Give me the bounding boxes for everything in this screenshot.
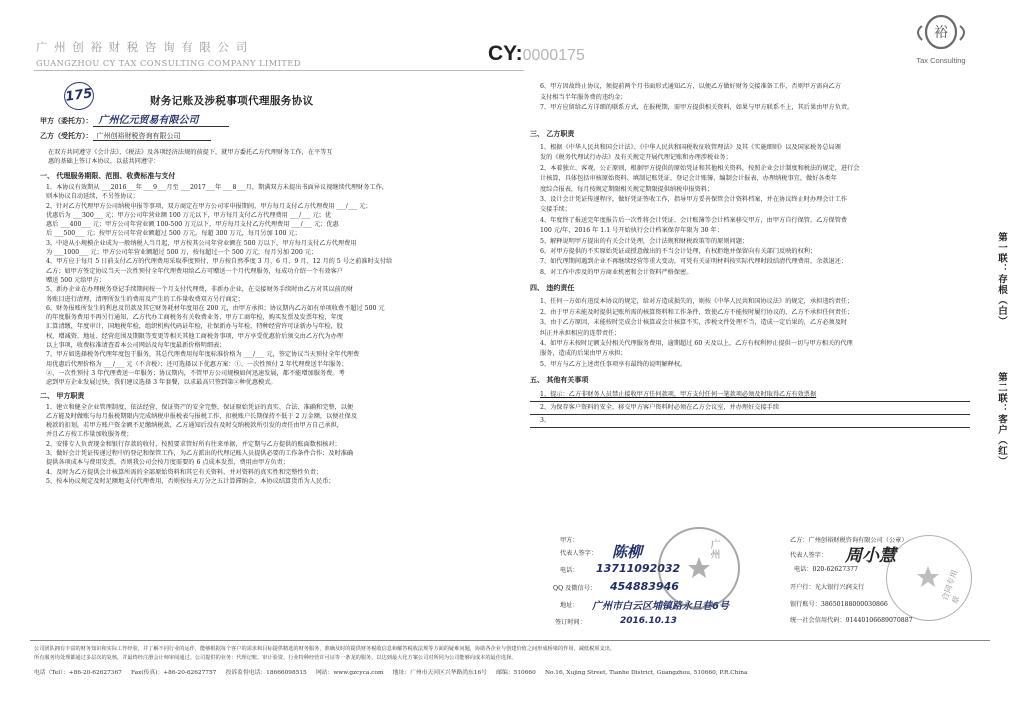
text-line: 1、建立和健全企业管理制度，依法经营，保证资产的安全完整，保证原始凭证的真实、合法、准确和完整，以便: [46, 403, 354, 411]
text-line: 6、对甲方提供的不实原始凭证或授意做出的不当会计处理，有权拒绝并保留向有关部门反映的权利；: [540, 248, 817, 256]
text-line: 2、安排专人负责现金和银行存款的收付，按照要求管好所有往来单据，并定期与乙方提供的账面数相核对；: [46, 440, 341, 448]
text-line: 虑到甲方企业发展过快，我们建议选择 3 年套餐，以求最高只签到第②种优惠模式。: [46, 379, 277, 387]
footer-line-1: 公司团队拥有丰富的财务知识和实际工作经验，并了解不同行业的运作，能够根据每个客户的需求和目标提供精选的财务服务，准确及时的提供财务税收信息和解答税收法规等方面的疑难问题，协助各企业与创建价值之间形成桥梁的作用，减低税项支出，: [34, 646, 616, 652]
footer-tel: 电话（Tel）：+86-20-62627367: [34, 670, 122, 676]
party-b-line: [40, 132, 211, 142]
party-a-name: 广州亿元贸易有限公司: [93, 115, 229, 127]
text-line: 6、甲方因故终止协议，须提前两个月书面形式通知乙方，以便乙方做好财务交接准备工作，否则甲方需向乙方: [540, 83, 841, 90]
footer-address-en: No.16, Xujing Street, Tianhe District, Guangzhou, 510660, P.R.China: [544, 670, 748, 676]
text-line: 1、提示：乙方非财务人员禁止接收甲方任何款项，甲方支付任何一笔款项必须及时取得乙方有效票据: [530, 389, 970, 402]
text-line: 赠送 500 元给甲方；: [46, 276, 106, 284]
text-line: 为 ___1000___ 元；甲方公司年营业额超过 500 万，按每超过一个 500 万元，每月另加 200 元；: [46, 249, 318, 257]
document-title: 财务记账及涉税事项代理服务协议: [150, 95, 314, 107]
text-line: 6、财务报账所发生的利息及罚款及其它财务耗材年度用在 200 元，由甲方承担；协议期内乙方如有单项收费不超过 500 元: [46, 304, 385, 312]
text-line: 3、由于乙方原因，未能按时完成会计核算或会计核算不实，涉税文件处理不当，造成一定后果的，乙方必须及时: [540, 319, 848, 327]
text-line: 惠后 ___400___ 元；甲方公司年营业额 100-500 万元以下，甲方每月支付乙方代理费用 ___/___ 元；优惠: [46, 221, 339, 229]
text-line: 后 ___500___ 元；按甲方公司年营业额超过 500 万元，每超 300 万元，每月另加 100 元；: [46, 230, 301, 238]
text-line: 2、为保存客户资料的安全，移交甲方客户资料时必须在乙方会议室，并办理好交接手续: [530, 402, 970, 415]
text-line: 以上事项，收费标准请查看本公司网站及每年度最新价格明细表；: [46, 342, 226, 350]
text-line: 5、新办企业在办理税务登记手续期间按一个月支付代理费，非新办企业，在交接财务手续时由乙方对其以前的财: [46, 286, 354, 294]
footer-postcode: 邮编：510660: [496, 670, 536, 676]
party-a-sign-label: 甲方：: [560, 537, 579, 544]
side-label-copy1: 第一联：存根（白）: [996, 232, 1007, 327]
text-line: 计核算，具体包括审核原始资料、填制记账凭证、登记会计账簿、编制会计报表，办理纳税事宜，做好各类年: [540, 175, 837, 183]
party-a-company-stamp: [658, 527, 740, 609]
text-line: 支付相当半年服务费的违约金；: [540, 93, 627, 101]
text-line: 乙方能及时做账与每月报税期限内完成纳税申报税表与报税工作，扣税账户长期保持不低于 2 万金额，以便社保及: [46, 412, 358, 420]
text-line: 4、甲方应于每月 5 日前支付乙方的代理费用采取季度预付，甲方按自然季度 3 月、6 月、9 月、12 月的 5 号之前准时支付给: [46, 258, 393, 266]
party-b-bank: 开户行：光大银行兴润支行: [790, 584, 865, 591]
text-line: 7、如代理期间遇到企业不再继续经营等重大变动，可凭有关证明材料按实际代理时段结清代理费用，余款退还；: [540, 258, 848, 266]
text-line: ②、一次性预付 3 年代理费送一年服务；协议期内，不管甲方公司规模如何迅速发展，都不能增加服务费。考: [46, 369, 345, 377]
control-code-prefix: CY:: [488, 42, 523, 65]
text-line: 5、解释说明甲方提出的有关会计处理，会计法规和财税政策等的原则问题；: [540, 237, 749, 245]
party-a-stamp-text: 广州: [708, 539, 719, 559]
text-line: 1、任何一方如有违反本协议的规定，给对方造成损失的，则按《中华人民共和国协议法》的规定，承担违约责任；: [540, 298, 854, 306]
intro-paragraph: [48, 149, 518, 166]
footer-line-2: 所有服务均处理都通过多层次的复核，并最终经注册会计师审阅通过。公司提供的业务：代理记账、审计验资、行业特种经营许可证等一条龙的服务，以达到最大化方案公司对所同为公司能够向成本的最佳选择。: [34, 655, 517, 661]
party-a-line: [40, 117, 229, 127]
party-a-phone-label: 电话：: [560, 567, 579, 574]
text-line: 乙方；如甲方签定协议当天一次性预付全年代理费用给乙方可赠送一个月代理服务，每成功介绍一个有效客户: [46, 267, 343, 275]
section-heading: 四、 违约责任: [530, 283, 575, 293]
party-b-sign-label: 乙方：广州创裕财税咨询有限公司（公章）: [790, 537, 908, 544]
text-line: 发的《税务代理试行办法》及有关规定开展代理记账和办理涉税业务；: [540, 154, 732, 162]
text-line: 4、及时为乙方提供会计核算所需的全部原始资料和其它有关资料，并对资料的真实性和完整性负责；: [46, 468, 323, 476]
text-line: 提供各项成本与费用发票，否则我公司会按月度需要的 6 点成本发票，费用由甲方负责；: [46, 459, 289, 467]
text-line: 税款的扣划。若甲方账户资金额不足缴纳税款，乙方通知后没有及时交纳税款所引发的责任由甲方自己承担，: [46, 422, 343, 430]
text-line: 度综合报表，每月按规定期限相关规定期限提供纳税申报资料；: [540, 185, 714, 193]
party-b-account: 银行账号：38650188000030866: [790, 601, 888, 608]
text-line: 优惠后为 ___300___ 元；甲方公司年营业额 100 万元以下，甲方每月支付乙方代理费用 ___/___ 元；优: [46, 211, 332, 219]
party-b-stamp-text: 合同专用章: [940, 568, 962, 606]
sign-date-label: 签订时间：: [555, 619, 586, 626]
party-a-address: 广州市白云区埔镇路永旦巷6号: [592, 601, 729, 612]
text-line: 3、中途从小规模企业成为一般纳税人当月起，甲方按其公司年营业额在 500 万以下，甲方每月支付乙方代理费用: [46, 239, 357, 247]
party-a-qq-label: QQ 及微信号：: [553, 585, 597, 592]
party-b-credit-code: 统一社会信用代码：91440106689070887: [790, 617, 913, 624]
text-line: 并且乙方按工作量加收服务费；: [46, 431, 133, 439]
party-a-label: 甲方（委托方）：: [40, 116, 93, 125]
text-line: 5、按本协议规定及时足额地支付代理费用，否则按每天万分之五计算滞纳金，本协议结算货币为人民币；: [46, 477, 335, 485]
text-line: 汇算清缴，年度审计，国地税年检，组织机构代码证年检，社保新办与年检，特种经营许可证新办与年检，股: [46, 323, 343, 331]
text-line: 纠正并承担相应的连带责任；: [540, 329, 621, 337]
party-b-label: 乙方（受托方）：: [40, 131, 93, 140]
footer-fax: Fax(传真)：+86-20-62627757: [131, 670, 217, 676]
footer-contacts: [34, 667, 747, 676]
text-line: 3、设计会计凭证传递程序，做好凭证签收工作，指导甲方妥善保管会计资料档案，并在协议终止时办理会计工作: [540, 196, 848, 204]
handwritten-number: 175: [64, 86, 94, 105]
text-line: 惠的基础上签订本协议，以兹共同遵守：: [48, 157, 160, 165]
right-top-clauses: [540, 82, 980, 114]
party-a-rep-signature: 陈柳: [612, 543, 643, 561]
section-heading: 二、 甲方职责: [40, 390, 85, 400]
party-b-name: 广州创裕财税咨询有限公司: [93, 132, 211, 141]
header-company-en: GUANGZHOU CY TAX CONSULTING COMPANY LIMITED: [36, 58, 301, 68]
footer-address-cn: 地址：广州市天河区兴华路尚东16号: [392, 670, 488, 676]
party-a-phone: 13711092032: [596, 562, 681, 575]
control-code-number: 0000175: [522, 47, 585, 64]
text-line: 5、甲方与乙方上述责任事项享有最终的说明解释权。: [540, 360, 687, 368]
text-line: 1、本协议有效期从 ___2016___年 ___9___月至 ___2017___年 ___8___月，期满双方未提出书面异议视继续代理财务工作，: [46, 184, 388, 191]
text-line: 在双方共同遵守《会计法》、《税法》及各项经济法规的前提下，就甲方委托乙方代理财务工作，在平等互: [48, 149, 333, 156]
section-heading: 五、 其他有关事项: [530, 375, 589, 385]
text-line: 的年度服务费用不再另行通知，乙方代办工商税务有关收费业务，甲方工商年检，购买发票及发票年检，年度: [46, 314, 343, 322]
right-column: [530, 124, 980, 428]
control-code: [488, 42, 585, 66]
text-line: 100 元/年，2016 年 1.1 号开始执行会计档案保存年限为 30 年；: [540, 227, 723, 235]
text-line: 7、甲方应留给乙方详细的联系方式，在报税期，需甲方提供相关资料，如果与甲方联系不上，其后果由甲方负责。: [540, 104, 854, 112]
footer-complaint: 投诉监督电话：18666098515: [225, 670, 307, 676]
header-company-cn: 广 州 创 裕 财 税 咨 询 有 限 公 司: [36, 40, 249, 54]
party-b-contract-stamp: [886, 535, 972, 621]
text-line: 3、: [530, 415, 970, 428]
text-line: 3、做好会计凭证传递过程中的登记和保管工作，为乙方派出的代理记账人员提供必要的工作条件合作；及时准确: [46, 450, 354, 458]
text-line: 用优惠后代理价格为 ___/___ 元（不含税）；还可选择以下优惠方案：①、一次性预付 2 年代理费送半年服务；: [46, 360, 348, 368]
text-line: 4、如甲方未按时足额支付相关代理服务费用，逾期超过 60 天及以上，乙方有权利停止提供一切与甲方相关的代理: [540, 339, 853, 347]
company-logo: [910, 12, 972, 65]
logo-text: Tax Consulting: [916, 56, 966, 65]
party-b-rep-signature: 周小慧: [845, 546, 896, 566]
party-a-rep-label: 代表人签字：: [560, 550, 598, 557]
text-line: 权，增减资、地址、经营范围及期限等变更等相关其他工商税务事项，甲方享受优惠价后须交由乙方代为办理: [46, 332, 343, 340]
footer-website: 网站：www.gzcyca.com: [315, 670, 384, 676]
text-line: 7、甲方如选择税务代理年度包干服务，其总代理费用每年度标准价格为 ___/___ 元，签定协议当天预付全年代理费: [46, 351, 360, 359]
left-column: [40, 168, 520, 486]
party-a-qq: 454883946: [610, 580, 679, 593]
text-line: 2、针对乙方代理甲方公司纳税申报等事项，双方商定在甲方公司零申报期间，甲方每月支付乙方代理费用 ___/___ 元；: [46, 202, 372, 210]
logo-glyph: 裕: [934, 25, 948, 41]
sign-date: 2016.10.13: [620, 616, 677, 626]
footer-rule: [30, 640, 990, 641]
star-icon: [658, 527, 740, 609]
text-line: 4、年度终了报送完年度报告后一次性将会计凭证、会计账簿等会计档案移交甲方，由甲方自行保管，乙方保管费: [540, 216, 848, 224]
text-line: 服务，造成的后果由甲方承担；: [540, 350, 627, 358]
side-label-copy2: 第二联：客户（红）: [996, 372, 1007, 467]
party-b-phone: 电话：020-62627377: [794, 566, 858, 573]
text-line: 1、根据《中华人民共和国会计法》、《中华人民共和国税收征收管理法》及其《实施细则》以及国家税务总局颁: [540, 144, 841, 151]
text-line: 8、对工作中涉及的甲方商业机密和会计资料严格保密。: [540, 268, 693, 276]
text-line: 务账目进行清理，清理所发生的费用及产生的工作量收费双方另行商定；: [46, 295, 244, 303]
handwritten-circled-number: [62, 80, 96, 112]
section-heading: 一、 代理服务期限、范围、收费标准与支付: [40, 171, 176, 180]
section-heading: 三、 乙方职责: [530, 129, 575, 138]
logo-emblem-icon: [910, 12, 972, 52]
header-rule: [34, 70, 524, 71]
party-a-address-label: 地址：: [560, 602, 579, 609]
text-line: 2、由于甲方未能及时提供记账所需的核算资料和工作条件，致使乙方不能按时履行协议的，乙方不承担任何责任；: [540, 308, 854, 316]
text-line: 交接手续；: [540, 206, 571, 214]
text-line: 2、本着独立、客观、公正原则，根据甲方提供的原始凭证和其他相关资料，按照企业会计制度和税法的规定，进行会: [540, 164, 860, 172]
text-line: 则本协议自动延续，不另签协议；: [46, 193, 139, 201]
party-b-rep-label: 代表人签字：: [790, 552, 828, 559]
